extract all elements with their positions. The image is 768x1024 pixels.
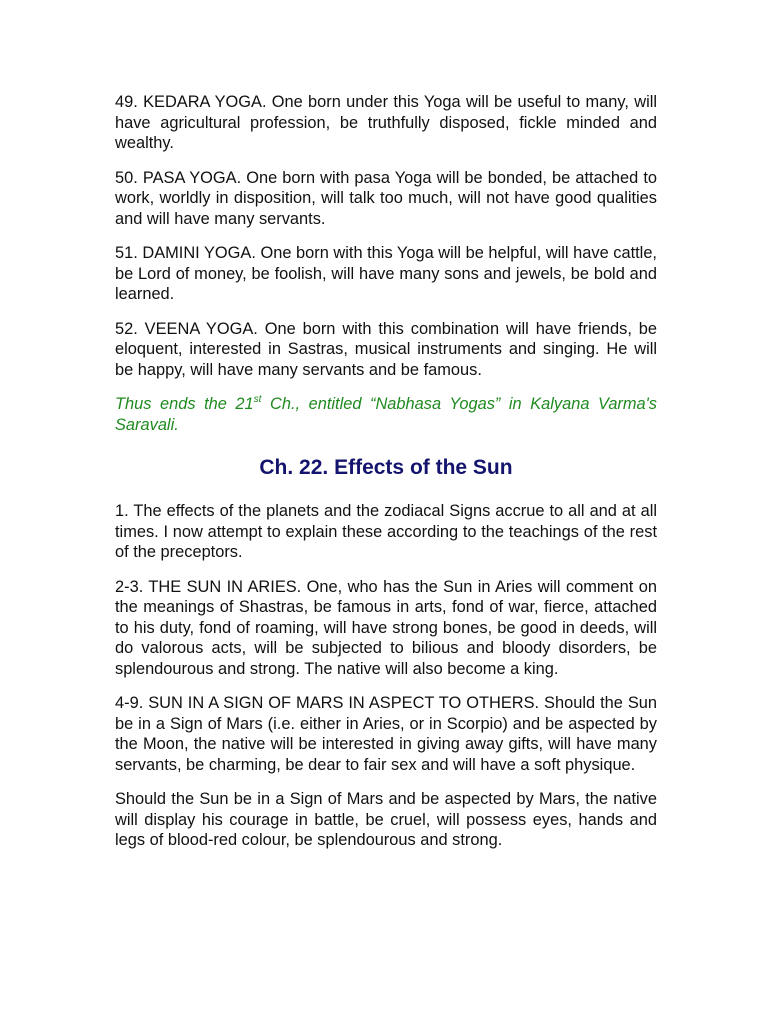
chapter-end-ordinal-suffix: st [253, 393, 262, 405]
document-page [115, 92, 657, 865]
chapter-end-text-after: Ch., entitled “Nabhasa Yogas” in Kalyana Varma's Saravali. [115, 395, 657, 434]
paragraph-pasa-yoga: 50. PASA YOGA. One born with pasa Yoga will be bonded, be attached to work, worldly in disposition, will talk too much, will not have good qualities and will have many servants. [115, 168, 657, 228]
paragraph-sun-sign-of-mars: 4-9. SUN IN A SIGN OF MARS IN ASPECT TO OTHERS. Should the Sun be in a Sign of Mars (i.e. either in Aries, or in Scorpio) and be aspected by the Moon, the native will be interested in giving away gifts, will have many servants, be charming, be dear to fair sex and will have a soft physique. [115, 694, 657, 774]
paragraph-damini-yoga: 51. DAMINI YOGA. One born with this Yoga will be helpful, will have cattle, be Lord of money, be foolish, will have many sons and jewels, be bold and learned. [115, 244, 657, 303]
paragraph-sun-aspected-by-mars: Should the Sun be in a Sign of Mars and be aspected by Mars, the native will display his courage in battle, be cruel, will possess eyes, hands and legs of blood-red colour, be splendourous and strong. [115, 790, 657, 849]
paragraph-sun-in-aries: 2-3. THE SUN IN ARIES. One, who has the Sun in Aries will comment on the meanings of Shastras, be famous in arts, fond of war, fierce, attached to his duty, fond of roaming, will have strong bones, be good in deeds, will do valorous acts, will be subjected to bilious and bloody disorders, be splendourous and strong. The native will also become a king. [115, 577, 657, 678]
paragraph-kedara-yoga: 49. KEDARA YOGA. One born under this Yoga will be useful to many, will have agricultural profession, be truthfully disposed, fickle minded and wealthy. [115, 93, 657, 152]
paragraph-intro: 1. The effects of the planets and the zodiacal Signs accrue to all and at all times. I now attempt to explain these according to the teachings of the rest of the preceptors. [115, 502, 657, 561]
chapter-end-note [115, 394, 657, 435]
chapter-title: Ch. 22. Effects of the Sun [259, 456, 513, 479]
chapter-end-text-before: Thus ends the 21 [115, 395, 254, 413]
paragraph-veena-yoga: 52. VEENA YOGA. One born with this combination will have friends, be eloquent, interested in Sastras, musical instruments and singing. He will be happy, will have many servants and be famous. [115, 319, 657, 379]
